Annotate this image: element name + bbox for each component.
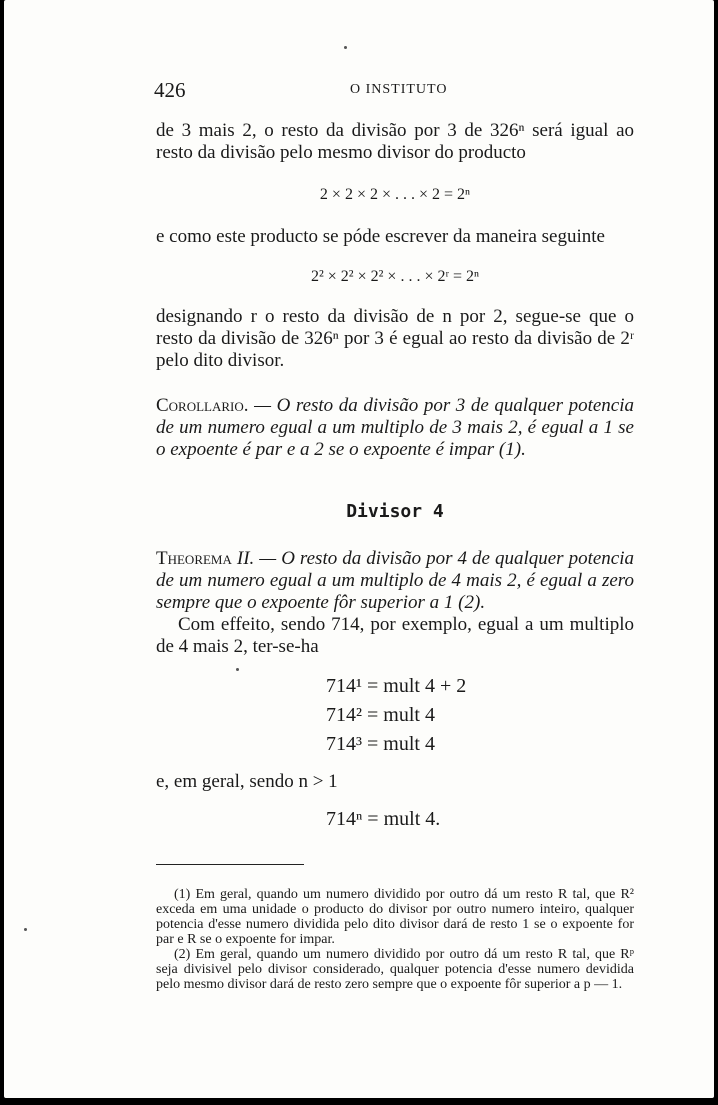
theorema xyxy=(156,548,634,614)
equation-1: 714¹ = mult 4 + 2 xyxy=(326,675,467,697)
equation-2: 714² = mult 4 xyxy=(326,704,435,726)
corollario xyxy=(156,395,634,461)
footnote-1: (1) Em geral, quando um numero dividido por outro dá um resto R tal, que R² exceda em uma unidade o producto do divisor por outro numero inteiro, qualquer potencia d'esse numero dividida pelo dito divisor dará de resto 1 se o expoente for par e R se o expoente for impar. xyxy=(156,887,634,947)
corollario-label: Corollario. xyxy=(156,395,249,416)
theorema-label: Theorema xyxy=(156,548,232,569)
page-number: 426 xyxy=(154,78,186,102)
theorema-text: II. — O resto da divisão por 4 de qualquer potencia de um numero egual a um multiplo de 4 mais 2, é egual a zero sempre que o expoente fôr superior a 1 (2). xyxy=(156,548,634,613)
paragraph-1: de 3 mais 2, o resto da divisão por 3 de 326ⁿ será igual ao resto da divisão pelo mesmo divisor do producto xyxy=(156,120,634,163)
paragraph-4: Com effeito, sendo 714, por exemplo, egual a um multiplo de 4 mais 2, ter-se-ha xyxy=(156,614,634,657)
footnote-2: (2) Em geral, quando um numero dividido por outro dá um resto R tal, que Rᵖ seja divisivel pelo divisor considerado, qualquer potencia d'esse numero devidida pelo mesmo divisor dará de resto zero sempre que o expoente fôr superior a p — 1. xyxy=(156,947,634,992)
running-title: O INSTITUTO xyxy=(350,82,448,97)
section-heading: Divisor 4 xyxy=(346,501,444,522)
corollario-text: — O resto da divisão por 3 de qualquer potencia de um numero egual a um multiplo de 3 mais 2, é egual a 1 se o expoente é par e a 2 se o expoente é impar (1). xyxy=(156,395,634,460)
speck xyxy=(24,928,27,931)
formula-2: 2² × 2² × 2² × . . . × 2ʳ = 2ⁿ xyxy=(310,268,480,285)
page-header xyxy=(154,78,632,102)
formula-1: 2 × 2 × 2 × . . . × 2 = 2ⁿ xyxy=(319,186,471,203)
paragraph-3: designando r o resto da divisão de n por 2, segue-se que o resto da divisão de 326ⁿ por 3 é egual ao resto da divisão de 2ʳ pelo dito divisor. xyxy=(156,306,634,371)
equation-3: 714³ = mult 4 xyxy=(326,733,435,755)
equation-4: 714ⁿ = mult 4. xyxy=(326,808,441,830)
paragraph-5: e, em geral, sendo n > 1 xyxy=(156,771,338,792)
paragraph-2: e como este producto se póde escrever da maneira seguinte xyxy=(156,226,605,247)
book-page xyxy=(4,0,714,1098)
speck xyxy=(236,668,239,671)
speck xyxy=(344,46,347,49)
page-body xyxy=(156,120,634,992)
